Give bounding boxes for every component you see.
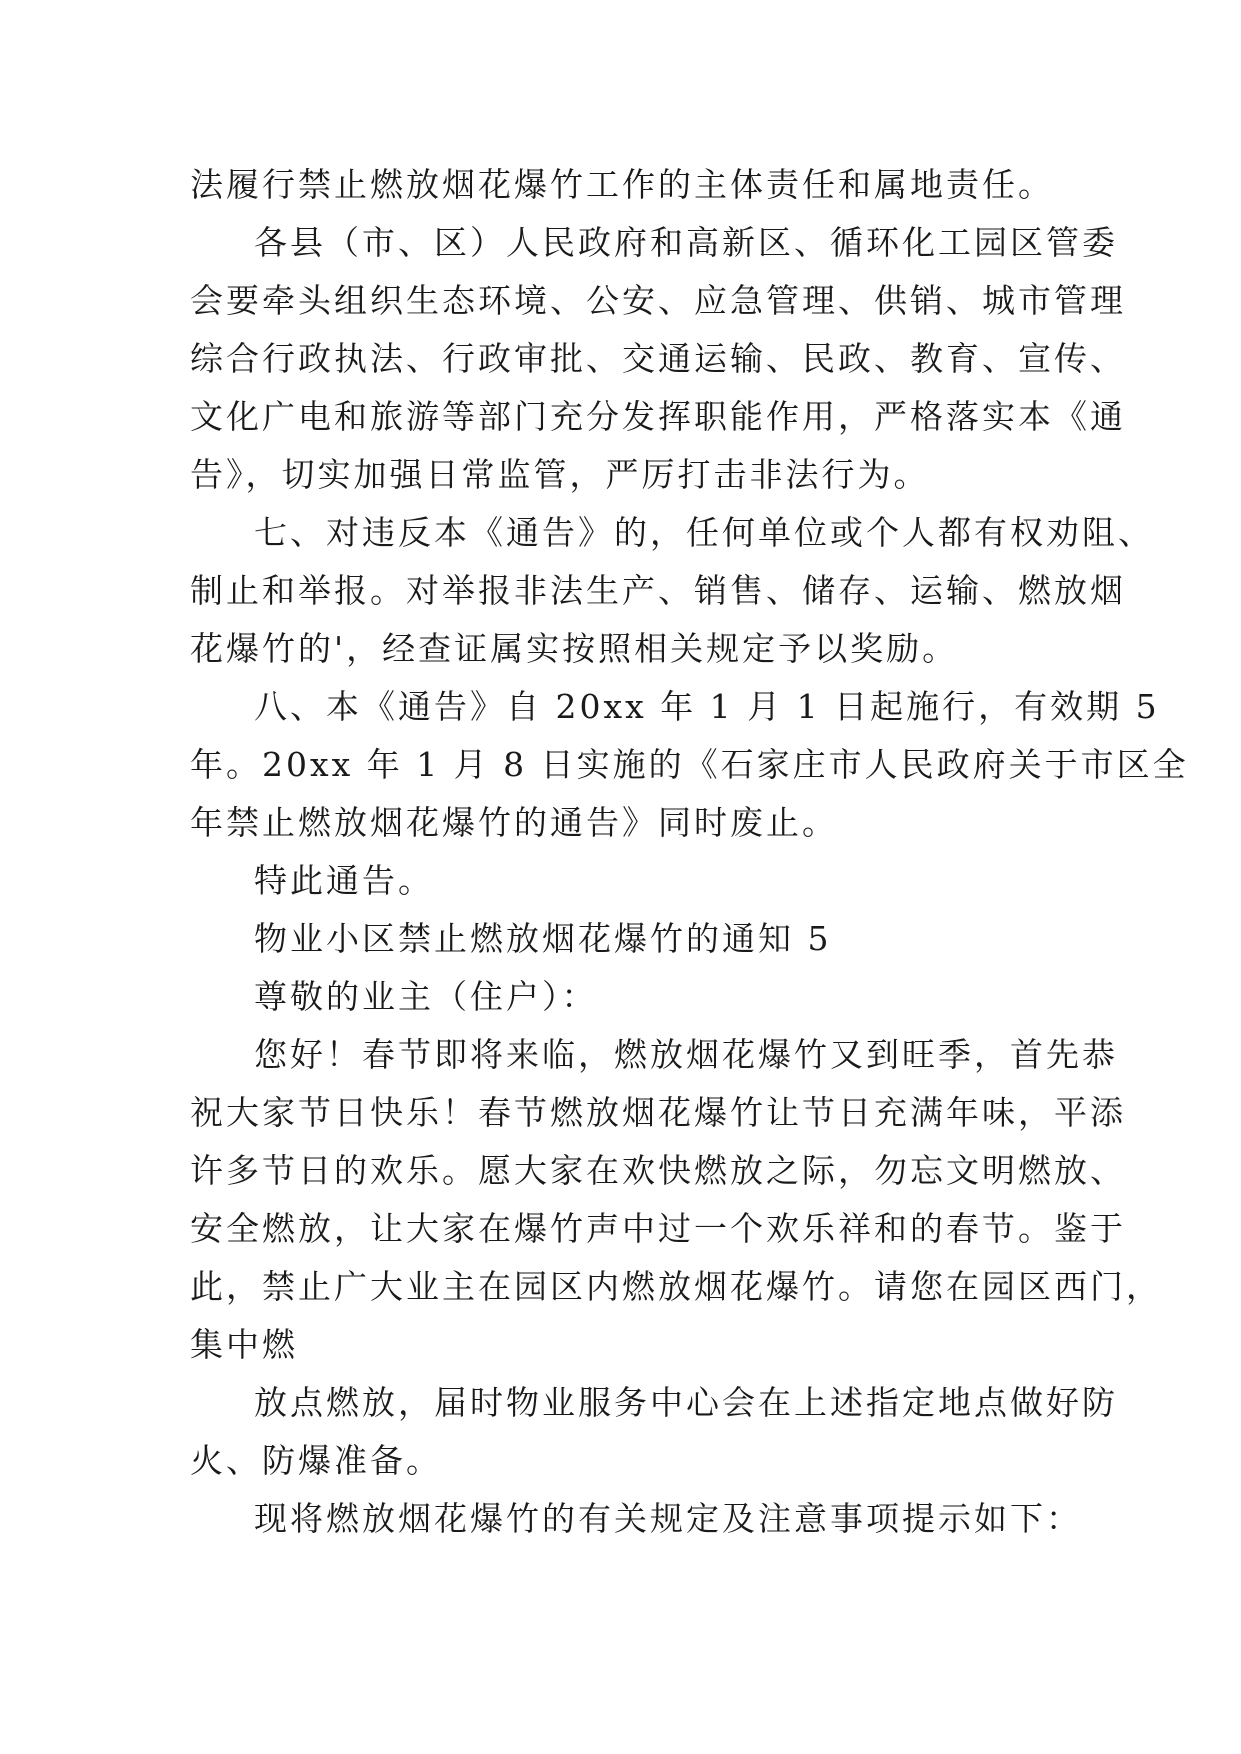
text-line: 现将燃放烟花爆竹的有关规定及注意事项提示如下： xyxy=(254,1499,1082,1538)
section-title: 物业小区禁止燃放烟花爆竹的通知 5 xyxy=(254,919,832,958)
text-line: 七、对违反本《通告》的，任何单位或个人都有权劝阻、 xyxy=(254,513,1154,552)
text-line: 文化广电和旅游等部门充分发挥职能作用，严格落实本《通 xyxy=(190,397,1126,436)
text-line: 特此通告。 xyxy=(254,861,434,900)
text-line: 八、本《通告》自 20xx 年 1 月 1 日起施行，有效期 5 xyxy=(254,687,1160,726)
text-line: 安全燃放，让大家在爆竹声中过一个欢乐祥和的春节。鉴于 xyxy=(190,1209,1126,1248)
text-line: 放点燃放，届时物业服务中心会在上述指定地点做好防 xyxy=(254,1383,1118,1422)
text-line: 火、防爆准备。 xyxy=(190,1441,442,1480)
text-line: 集中燃 xyxy=(190,1325,298,1364)
text-line: 年禁止燃放烟花爆竹的通告》同时废止。 xyxy=(190,803,838,842)
text-line: 祝大家节日快乐！春节燃放烟花爆竹让节日充满年味，平添 xyxy=(190,1093,1126,1132)
text-line: 花爆竹的'，经查证属实按照相关规定予以奖励。 xyxy=(190,629,959,668)
salutation: 尊敬的业主（住户）： xyxy=(254,977,598,1016)
text-line: 各县（市、区）人民政府和高新区、循环化工园区管委 xyxy=(254,223,1118,262)
text-line: 告》，切实加强日常监管，严厉打击非法行为。 xyxy=(190,455,930,494)
text-line: 此，禁止广大业主在园区内燃放烟花爆竹。请您在园区西门， xyxy=(190,1267,1162,1306)
text-line: 年。20xx 年 1 月 8 日实施的《石家庄市人民政府关于市区全 xyxy=(190,745,1189,784)
text-line: 制止和举报。对举报非法生产、销售、储存、运输、燃放烟 xyxy=(190,571,1126,610)
text-line: 综合行政执法、行政审批、交通运输、民政、教育、宣传、 xyxy=(190,339,1126,378)
text-line: 您好！春节即将来临，燃放烟花爆竹又到旺季，首先恭 xyxy=(254,1035,1118,1074)
text-line: 法履行禁止燃放烟花爆竹工作的主体责任和属地责任。 xyxy=(190,165,1054,204)
text-line: 会要牵头组织生态环境、公安、应急管理、供销、城市管理 xyxy=(190,281,1126,320)
text-line: 许多节日的欢乐。愿大家在欢快燃放之际，勿忘文明燃放、 xyxy=(190,1151,1126,1190)
document-body xyxy=(190,156,1189,1548)
